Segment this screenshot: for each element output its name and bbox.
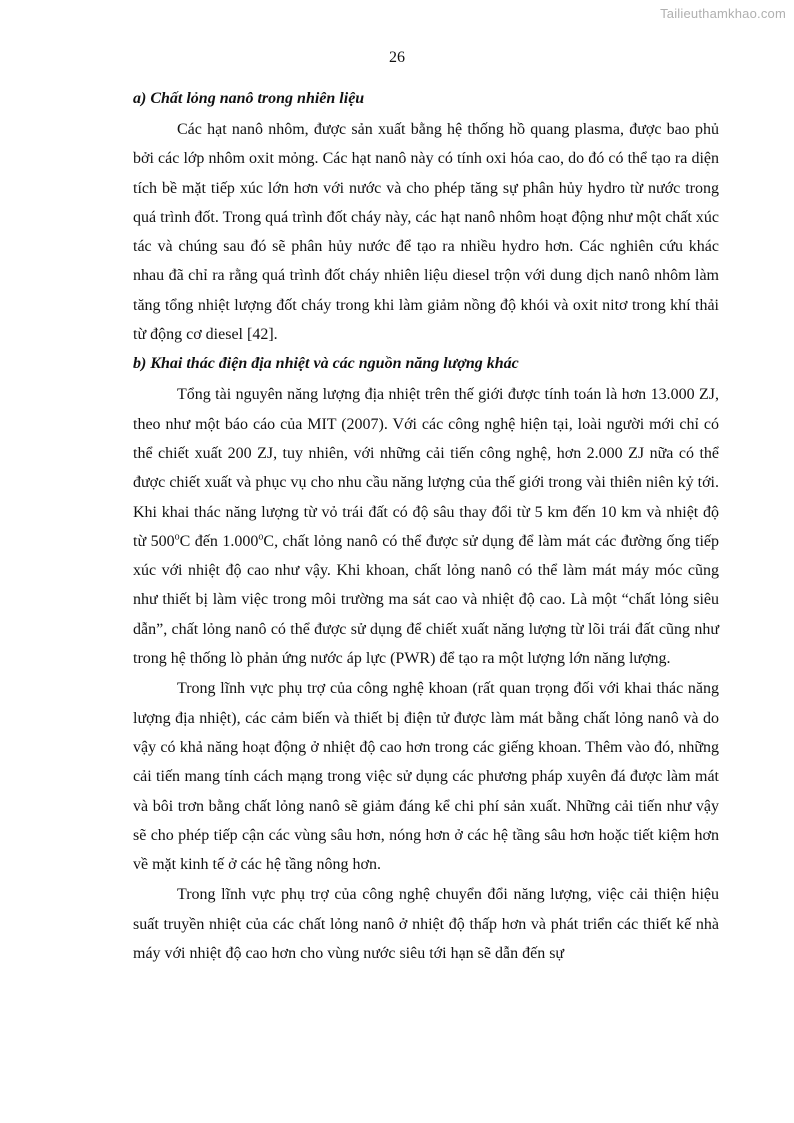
watermark: Tailieuthamkhao.com — [660, 6, 786, 21]
paragraph-geothermal-part3: C, chất lỏng nanô có thể được sử dụng để làm mát các đường ống tiếp xúc với nhiệt độ cao như vậy. Khi khoan, chất lỏng nanô có thể làm mát máy móc cũng như thiết bị làm việc trong môi trường ma sát cao và nhiệt độ cao. Là một “chất lỏng siêu dẫn”, chất lỏng nanô có thể được sử dụng để chiết xuất năng lượng từ lõi trái đất cũng như trong hệ thống lò phản ứng nước áp lực (PWR) để tạo ra một lượng lớn năng lượng. — [133, 532, 719, 668]
page-number: 26 — [389, 49, 405, 66]
degree-superscript: o — [174, 531, 180, 543]
paragraph-geothermal-part1: Tổng tài nguyên năng lượng địa nhiệt trên thế giới được tính toán là hơn 13.000 ZJ, theo như một báo cáo của MIT (2007). Với các công nghệ hiện tại, loài người mới chỉ có thể chiết xuất 200 ZJ, tuy nhiên, với những cải tiến công nghệ, hơn 2.000 ZJ nữa có thể được chiết xuất và phục vụ cho nhu cầu năng lượng của thế giới trong vài thiên niên kỷ tới. Khi khai thác năng lượng từ vỏ trái đất có độ sâu thay đổi từ 5 km đến 10 km và nhiệt độ từ 500 — [133, 386, 719, 550]
paragraph-geothermal — [133, 380, 719, 673]
section-heading-b: b) Khai thác điện địa nhiệt và các nguồn năng lượng khác — [133, 355, 519, 373]
paragraph-geothermal-part2: C đến 1.000 — [179, 532, 259, 550]
degree-superscript: o — [258, 531, 264, 543]
section-heading-a: a) Chất lỏng nanô trong nhiên liệu — [133, 90, 365, 107]
paragraph-drilling: Trong lĩnh vực phụ trợ của công nghệ khoan (rất quan trọng đối với khai thác năng lượng địa nhiệt), các cảm biến và thiết bị điện tử được làm mát bằng chất lỏng nanô và do vậy có khả năng hoạt động ở nhiệt độ cao hơn trong các giếng khoan. Thêm vào đó, những cải tiến mang tính cách mạng trong việc sử dụng các phương pháp xuyên đá được làm mát và bôi trơn bằng chất lỏng nanô sẽ giảm đáng kể chi phí sản xuất. Những cải tiến như vậy sẽ cho phép tiếp cận các vùng sâu hơn, nóng hơn ở các hệ tầng sâu hơn hoặc tiết kiệm hơn về mặt kinh tế ở các hệ tầng nông hơn. — [133, 680, 719, 874]
document-body — [133, 86, 719, 968]
paragraph-energy-conversion: Trong lĩnh vực phụ trợ của công nghệ chuyển đổi năng lượng, việc cải thiện hiệu suất truyền nhiệt của các chất lỏng nanô ở nhiệt độ thấp hơn và phát triển các thiết kế nhà máy với nhiệt độ cao hơn cho vùng nước siêu tới hạn sẽ dẫn đến sự — [133, 886, 719, 963]
paragraph-nanofluid-fuel: Các hạt nanô nhôm, được sản xuất bằng hệ thống hồ quang plasma, được bao phủ bởi các lớp nhôm oxit mỏng. Các hạt nanô này có tính oxi hóa cao, do đó có thể tạo ra diện tích bề mặt tiếp xúc lớn hơn với nước và cho phép tăng sự phân hủy hydro từ nước trong quá trình đốt. Trong quá trình đốt cháy này, các hạt nanô nhôm hoạt động như một chất xúc tác và chúng sau đó sẽ phân hủy nước để tạo ra nhiều hydro hơn. Các nghiên cứu khác nhau đã chỉ ra rằng quá trình đốt cháy nhiên liệu diesel trộn với dung dịch nanô nhôm làm tăng tổng nhiệt lượng đốt cháy trong khi làm giảm nồng độ khói và oxit nitơ trong khí thải từ động cơ diesel [42]. — [133, 121, 719, 344]
